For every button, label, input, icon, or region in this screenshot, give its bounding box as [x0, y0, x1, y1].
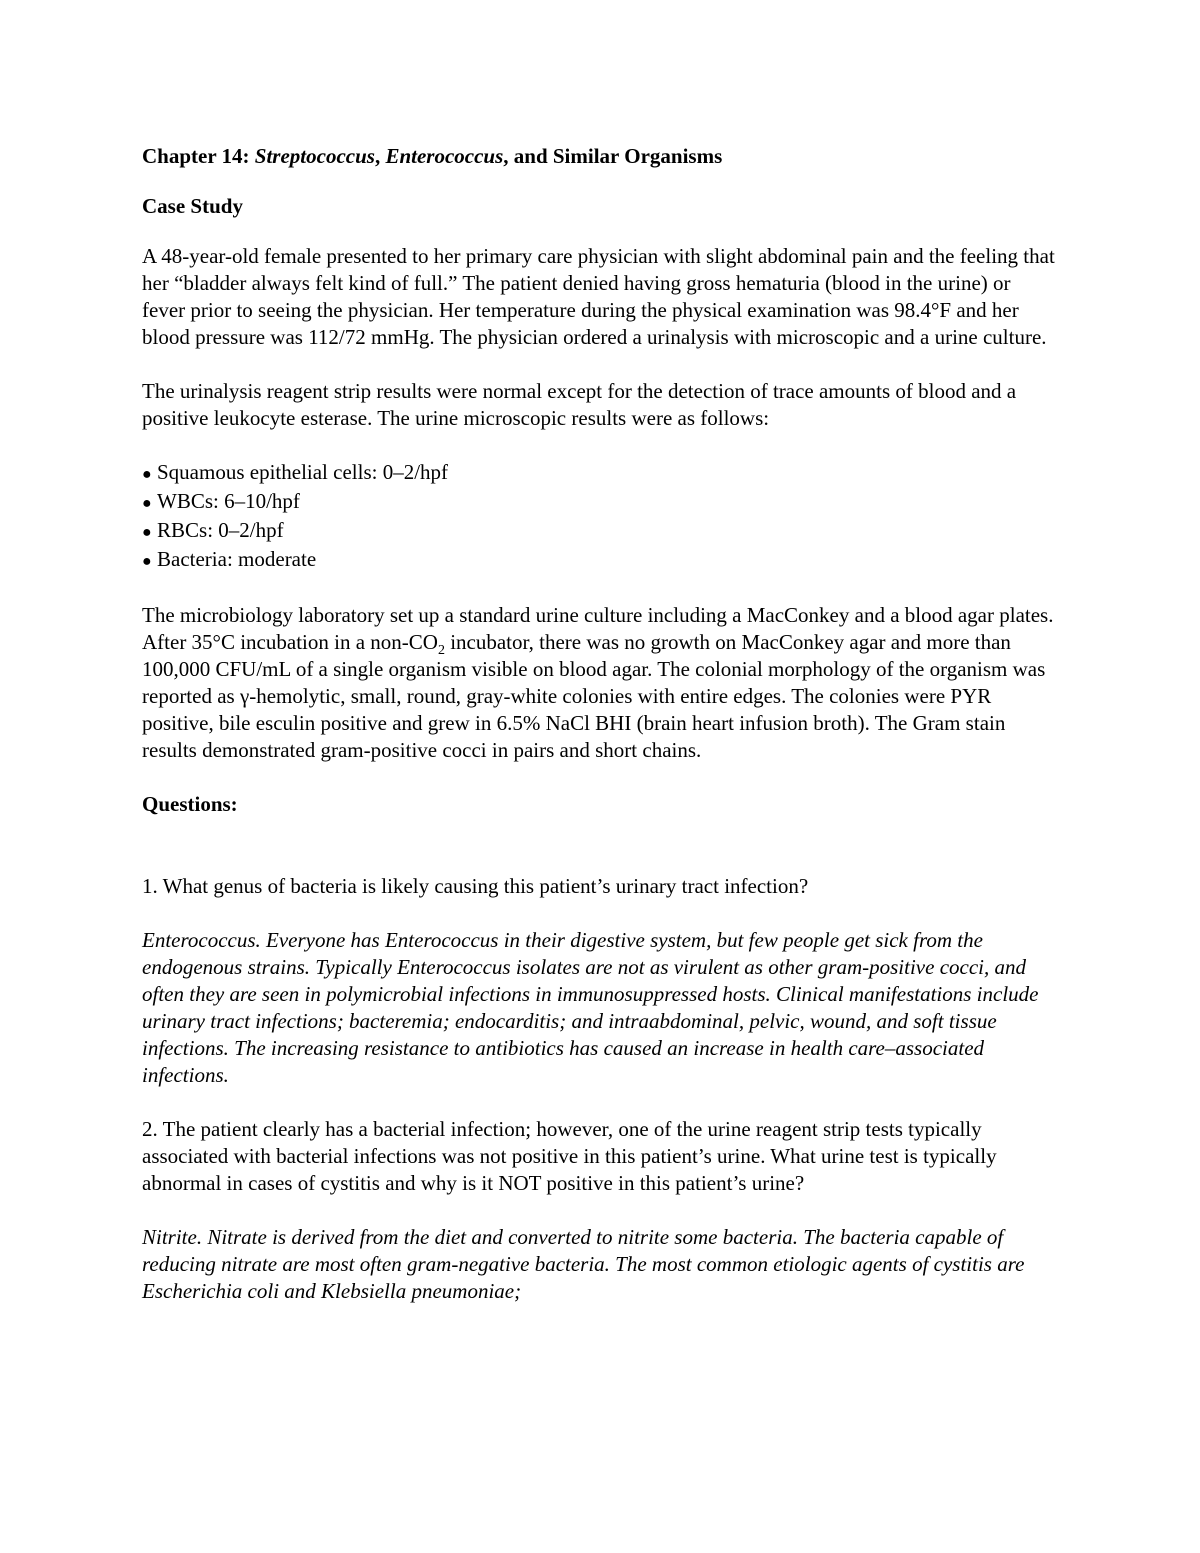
question-2: 2. The patient clearly has a bacterial infection; however, one of the urine reagent strip tests typically associated with bacterial infections was not positive in this patient’s urine. What urine test is typically abnormal in cases of cystitis and why is it NOT positive in this patient’s urine? — [142, 1117, 997, 1195]
microscopic-results-list — [142, 459, 1057, 575]
case-paragraph-urinalysis: The urinalysis reagent strip results were normal except for the detection of trace amounts of blood and a positive leukocyte esterase. The urine microscopic results were as follows: — [142, 379, 1017, 430]
co2-subscript: 2 — [437, 643, 445, 659]
answer-2: Nitrite. Nitrate is derived from the diet and converted to nitrite some bacteria. The bacteria capable of reducing nitrate are most often gram-negative bacteria. The most common etiologic agents of cystitis are Escherichia coli and Klebsiella pneumoniae; — [142, 1225, 1025, 1303]
list-item — [142, 517, 1057, 546]
result-text: Bacteria: moderate — [157, 547, 317, 571]
culture-text-end: incubator, there was no growth on MacConkey agar and more than 100,000 CFU/mL of a single organism visible on blood agar. The colonial morphology of the organism was reported as γ-hemolytic, small, round, gray-white colonies with entire edges. The colonies were PYR positive, bile esculin positive and grew in 6.5% NaCl BHI (brain heart infusion broth). The Gram stain results demonstrated gram-positive cocci in pairs and short chains. — [142, 630, 1046, 762]
chapter-title-separator: , — [374, 144, 386, 168]
list-item — [142, 546, 1057, 575]
questions-heading: Questions: — [142, 792, 238, 816]
chapter-title — [142, 143, 1057, 170]
list-item — [142, 459, 1057, 488]
bullet-icon: ● — [142, 466, 152, 483]
case-paragraph-culture — [142, 602, 1057, 764]
chapter-title-genus-streptococcus: Streptococcus — [254, 144, 375, 168]
culture-text-start: The microbiology laboratory set up a standard urine culture including a MacConkey and a blood agar plates. After 35°C incubation in a non-CO — [142, 603, 1054, 654]
document-body — [142, 143, 1057, 1332]
chapter-title-suffix: , and Similar Organisms — [503, 144, 723, 168]
case-study-heading: Case Study — [142, 194, 243, 218]
result-text: RBCs: 0–2/hpf — [157, 518, 284, 542]
chapter-title-prefix: Chapter 14: — [142, 144, 255, 168]
case-paragraph-presentation: A 48-year-old female presented to her primary care physician with slight abdominal pain and the feeling that her “bladder always felt kind of full.” The patient denied having gross hematuria (blood in the urine) or fever prior to seeing the physician. Her temperature during the physical examination was 98.4°F and her blood pressure was 112/72 mmHg. The physician ordered a urinalysis with microscopic and a urine culture. — [142, 244, 1055, 349]
question-1: 1. What genus of bacteria is likely causing this patient’s urinary tract infection? — [142, 874, 809, 898]
bullet-icon: ● — [142, 524, 152, 541]
result-text: WBCs: 6–10/hpf — [157, 489, 300, 513]
bullet-icon: ● — [142, 553, 152, 570]
result-text: Squamous epithelial cells: 0–2/hpf — [157, 460, 449, 484]
answer-1: Enterococcus. Everyone has Enterococcus in their digestive system, but few people get sick from the endogenous strains. Typically Enterococcus isolates are not as virulent as other gram-positive cocci, and often they are seen in polymicrobial infections in immunosuppressed hosts. Clinical manifestations include urinary tract infections; bacteremia; endocarditis; and intraabdominal, pelvic, wound, and soft tissue infections. The increasing resistance to antibiotics has caused an increase in health care–associated infections. — [142, 928, 1039, 1087]
chapter-title-genus-enterococcus: Enterococcus — [385, 144, 504, 168]
bullet-icon: ● — [142, 495, 152, 512]
list-item — [142, 488, 1057, 517]
